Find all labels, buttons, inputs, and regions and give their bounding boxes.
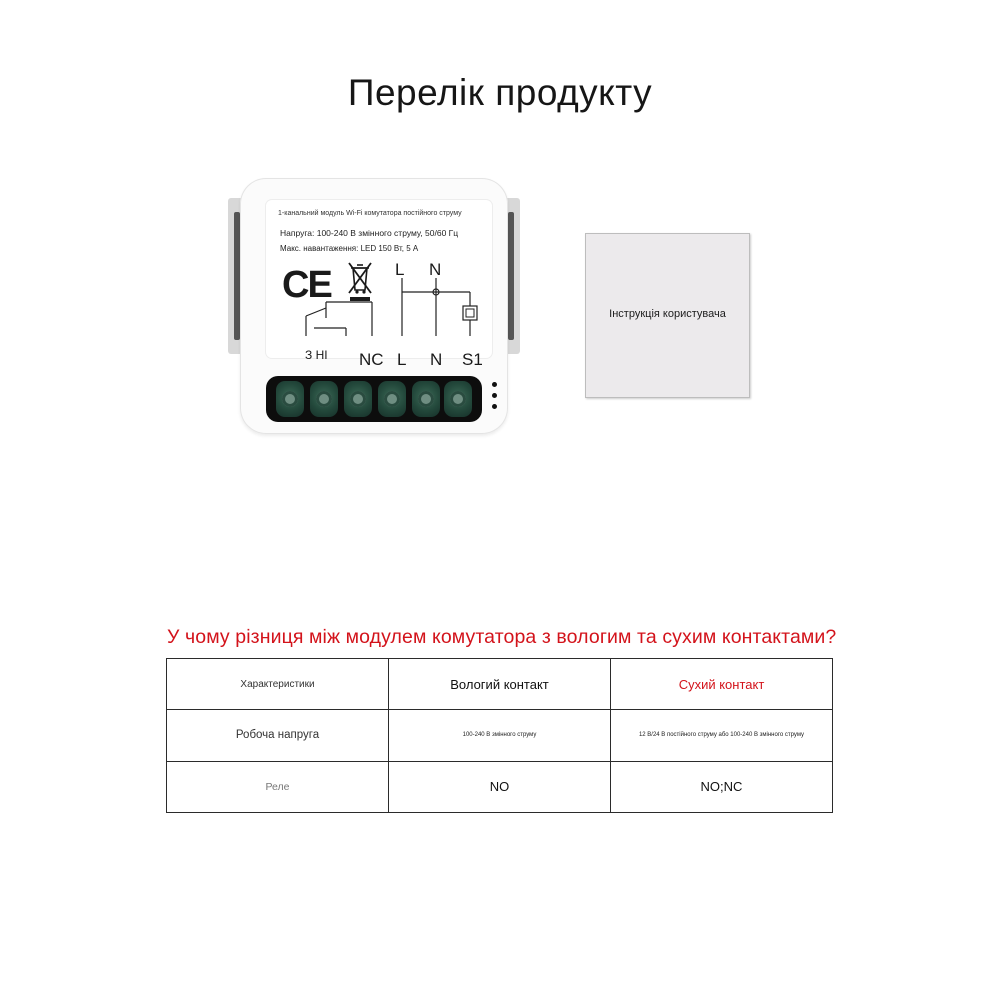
- top-label-n: N: [429, 260, 442, 279]
- terminal-label-l: L: [397, 350, 407, 369]
- label-line-1: 1-канальний модуль Wi-Fi комутатора постійного струму: [278, 210, 462, 217]
- row-label-relay: Реле: [167, 761, 389, 812]
- wiring-diagram-icon: [286, 278, 486, 348]
- indicator-dots: [492, 382, 498, 415]
- label-line-2: Напруга: 100-240 В змінного струму, 50/60 Гц: [280, 228, 459, 238]
- label-line-3: Макс. навантаження: LED 150 Вт, 5 А: [280, 244, 419, 253]
- comparison-table: [166, 658, 833, 813]
- manual-label: Інструкція користувача: [609, 308, 726, 320]
- screw-terminal: [344, 381, 372, 417]
- dry-relay-value: NO;NC: [611, 761, 833, 812]
- header-dry-contact: Сухий контакт: [611, 659, 833, 710]
- dry-voltage-value: 12 В/24 В постійного струму або 100-240 В змінного струму: [611, 710, 833, 761]
- comparison-heading: У чому різниця між модулем комутатора з вологим та сухим контактами?: [167, 626, 837, 648]
- module-label: [266, 200, 492, 369]
- screw-terminal: [378, 381, 406, 417]
- terminal-label-s1: S1: [462, 350, 483, 369]
- page-title: Перелік продукту: [347, 72, 653, 113]
- user-manual-image: [585, 233, 750, 398]
- wet-relay-value: NO: [389, 761, 611, 812]
- screw-terminal: [310, 381, 338, 417]
- wet-voltage-value: 100-240 В змінного струму: [389, 710, 611, 761]
- ce-mark: CE: [282, 264, 331, 306]
- terminal-label-3hi: З НІ: [305, 348, 328, 362]
- header-wet-contact: Вологий контакт: [389, 659, 611, 710]
- screw-terminal: [412, 381, 440, 417]
- terminal-label-nc: NC: [359, 350, 384, 369]
- row-label-voltage: Робоча напруга: [167, 710, 389, 761]
- header-characteristics: Характеристики: [167, 659, 389, 710]
- terminal-block: [266, 376, 482, 422]
- module-housing: [240, 178, 508, 434]
- table-row: [167, 761, 833, 812]
- screw-terminal: [276, 381, 304, 417]
- top-label-l: L: [395, 260, 405, 279]
- switch-module-image: [228, 178, 520, 436]
- terminal-label-n: N: [430, 350, 443, 369]
- table-row: [167, 710, 833, 761]
- screw-terminal: [444, 381, 472, 417]
- table-header-row: [167, 659, 833, 710]
